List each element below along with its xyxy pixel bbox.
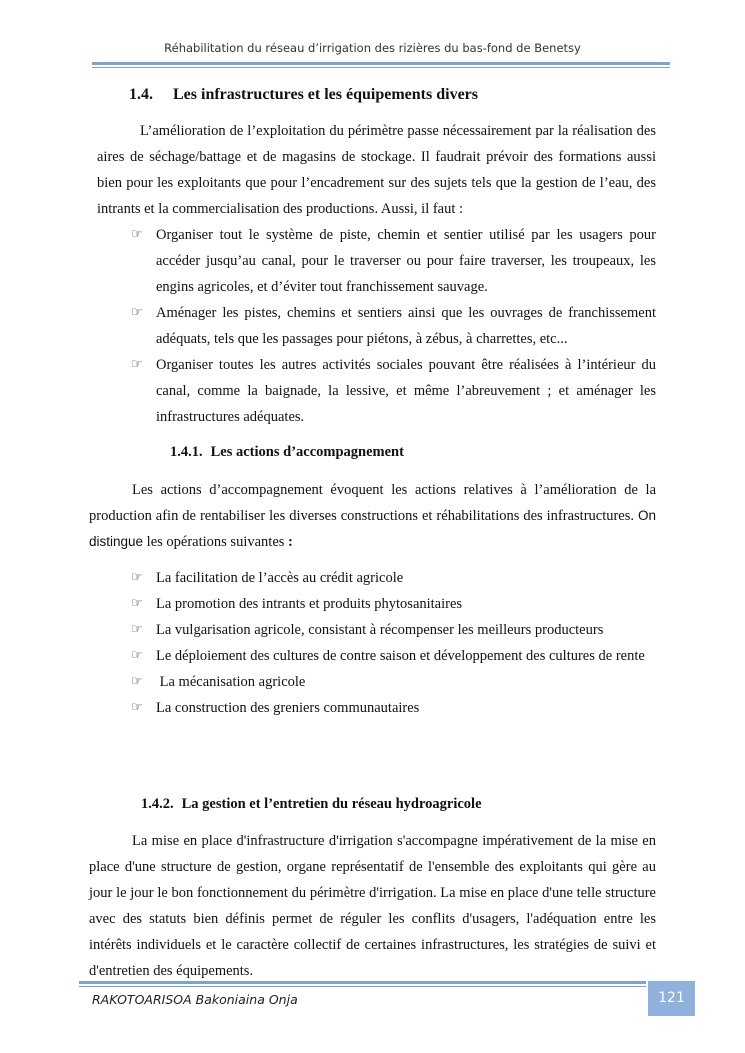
section-title: La gestion et l’entretien du réseau hydroagricole [181,796,482,812]
section-heading-1-4-2 [141,796,482,813]
section-title: Les infrastructures et les équipements divers [173,86,478,103]
pointing-hand-icon: ☞ [131,357,143,372]
pointing-hand-icon: ☞ [131,648,143,663]
pointing-hand-icon: ☞ [131,305,143,320]
list-item: ☞ La construction des greniers communautaires [131,695,656,721]
list-item: ☞ Le déploiement des cultures de contre saison et développement des cultures de rente [131,643,656,669]
page-number-badge: 121 [648,981,695,1016]
section-1-4-intro: L’amélioration de l’exploitation du périmètre passe nécessairement par la réalisation des aires de séchage/battage et de magasins de stockage. Il faudrait prévoir des formations aussi bien pour les exploitants que pour l’encadrement sur des sujets tels que la gestion de l’eau, des intrants et la commercialisation des productions. Aussi, il faut : [97,123,656,217]
lead-sans: On distingue [89,508,656,549]
list-item: ☞ Aménager les pistes, chemins et sentiers ainsi que les ouvrages de franchissement adéquats, tels que les passages pour piétons, à zébus, à charrettes, etc... [131,300,656,352]
pointing-hand-icon: ☞ [131,700,143,715]
section-1-4-1-intro: Les actions d’accompagnement évoquent les actions relatives à l’amélioration de la production afin de rentabiliser les diverses constructions et réhabilitations des infrastructures. On distingue les opérations suivantes : [89,482,656,550]
list-item: ☞ La vulgarisation agricole, consistant à récompenser les meilleurs producteurs [131,617,656,643]
list-item: ☞ La mécanisation agricole [131,669,656,695]
section-number: 1.4. [129,86,153,103]
section-1-4-bullet-list [131,222,656,430]
footer-rule-thin [79,986,646,987]
list-item: ☞ Organiser toutes les autres activités sociales pouvant être réalisées à l’intérieur du canal, comme la baignade, la lessive, et même l’abreuvement ; et aménager les infrastructures adéquates. [131,352,656,430]
footer-author: RAKOTOARISOA Bakoniaina Onja [92,992,298,1007]
list-item: ☞ La promotion des intrants et produits phytosanitaires [131,591,656,617]
section-title: Les actions d’accompagnement [210,444,404,460]
section-heading-1-4 [129,86,478,104]
pointing-hand-icon: ☞ [131,622,143,637]
section-1-4-2-body: La mise en place d'infrastructure d'irrigation s'accompagne impérativement de la mise en place d'une structure de gestion, organe représentatif de l'ensemble des exploitants qui gère au jour le jour le bon fonctionnement du périmètre d'irrigation. La mise en place d'une telle structure avec des statuts bien définis permet de réguler les conflits d'usagers, l'adéquation entre les intérêts individuels et le caractère collectif de certaines infrastructures, les stratégies de suivi et d'entretien des équipements. [89,833,656,979]
pointing-hand-icon: ☞ [131,674,143,689]
footer-rule-thick [79,981,646,984]
pointing-hand-icon: ☞ [131,570,143,585]
list-item: ☞ La facilitation de l’accès au crédit agricole [131,565,656,591]
header-rule-thin [92,67,670,68]
pointing-hand-icon: ☞ [131,596,143,611]
section-number: 1.4.1. [170,444,203,460]
pointing-hand-icon: ☞ [131,227,143,242]
header-rule-thick [92,62,670,65]
section-heading-1-4-1 [170,444,404,461]
list-item: ☞ Organiser tout le système de piste, chemin et sentier utilisé par les usagers pour accéder jusqu’au canal, pour le traverser ou pour faire traverser, les troupeaux, les engins agricoles, et d’éviter tout franchissement sauvage. [131,222,656,300]
running-header: Réhabilitation du réseau d’irrigation des rizières du bas-fond de Benetsy [164,41,581,55]
section-1-4-1-bullet-list [131,565,656,721]
section-number: 1.4.2. [141,796,174,812]
